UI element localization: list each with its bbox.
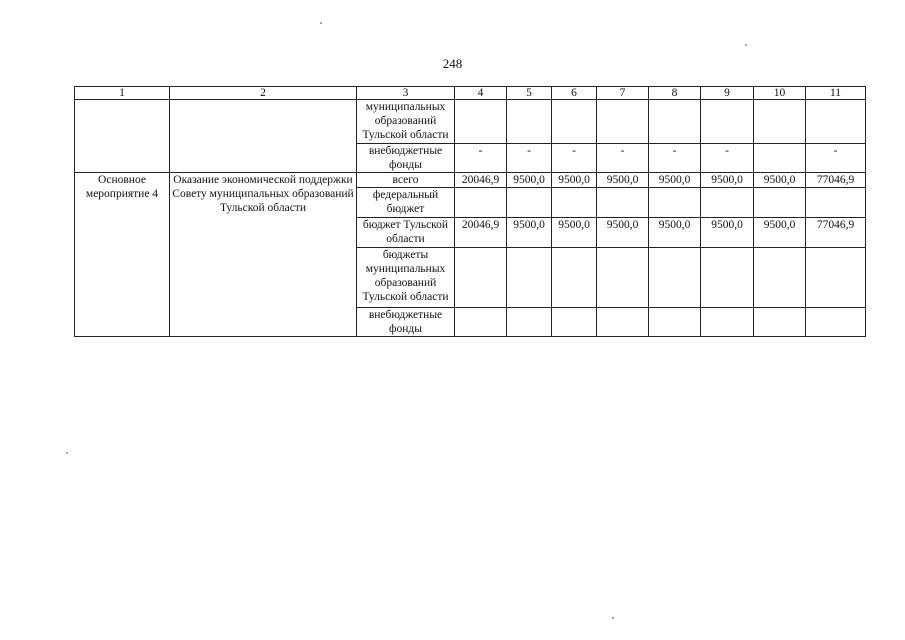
value-cell: [597, 100, 649, 144]
funding-source-cell: муниципальных образований Тульской области: [357, 100, 455, 144]
funding-source-cell: бюджеты муниципальных образований Тульской области: [357, 248, 455, 308]
activity-name-cell-empty: [75, 100, 170, 173]
funding-source-cell: бюджет Тульской области: [357, 218, 455, 248]
value-cell: [649, 100, 701, 144]
activity-name-cell: Основное мероприятие 4: [75, 173, 170, 337]
value-cell: [507, 248, 552, 308]
value-cell: [649, 188, 701, 218]
scan-speck: [612, 617, 614, 619]
value-cell: [649, 248, 701, 308]
value-cell: [455, 248, 507, 308]
col-header-9: 9: [701, 87, 754, 100]
value-cell: 20046,9: [455, 173, 507, 188]
value-cell: [649, 308, 701, 337]
scan-speck: [66, 452, 68, 454]
value-cell: [806, 248, 866, 308]
value-cell: [754, 248, 806, 308]
funding-source-cell: внебюджетные фонды: [357, 144, 455, 173]
value-cell: [455, 308, 507, 337]
scan-speck: [745, 44, 747, 46]
col-header-7: 7: [597, 87, 649, 100]
value-cell: -: [507, 144, 552, 173]
col-header-1: 1: [75, 87, 170, 100]
value-cell: [455, 188, 507, 218]
value-cell: [754, 188, 806, 218]
value-cell: [507, 308, 552, 337]
column-number-row: [75, 87, 866, 100]
value-cell: [597, 188, 649, 218]
funding-source-cell: всего: [357, 173, 455, 188]
value-cell: 9500,0: [649, 173, 701, 188]
col-header-11: 11: [806, 87, 866, 100]
value-cell: [597, 248, 649, 308]
value-cell: [806, 188, 866, 218]
value-cell: 20046,9: [455, 218, 507, 248]
scan-speck: [320, 22, 322, 24]
table-row: [75, 100, 866, 144]
value-cell: 9500,0: [754, 218, 806, 248]
value-cell: 9500,0: [597, 173, 649, 188]
col-header-6: 6: [552, 87, 597, 100]
col-header-4: 4: [455, 87, 507, 100]
col-header-10: 10: [754, 87, 806, 100]
value-cell: 77046,9: [806, 218, 866, 248]
value-cell: 9500,0: [552, 173, 597, 188]
value-cell: [552, 248, 597, 308]
col-header-8: 8: [649, 87, 701, 100]
value-cell: [701, 248, 754, 308]
value-cell: [754, 308, 806, 337]
value-cell: [701, 188, 754, 218]
value-cell: [754, 144, 806, 173]
value-cell: -: [552, 144, 597, 173]
value-cell: [806, 100, 866, 144]
value-cell: 77046,9: [806, 173, 866, 188]
value-cell: [552, 188, 597, 218]
value-cell: 9500,0: [507, 173, 552, 188]
col-header-2: 2: [170, 87, 357, 100]
activity-description-cell: Оказание экономической поддержки Совету муниципальных образований Тульской области: [170, 173, 357, 337]
col-header-5: 5: [507, 87, 552, 100]
value-cell: [806, 308, 866, 337]
value-cell: -: [806, 144, 866, 173]
budget-table: [74, 86, 866, 337]
col-header-3: 3: [357, 87, 455, 100]
value-cell: [552, 100, 597, 144]
value-cell: -: [649, 144, 701, 173]
value-cell: 9500,0: [552, 218, 597, 248]
value-cell: 9500,0: [754, 173, 806, 188]
value-cell: 9500,0: [507, 218, 552, 248]
value-cell: [701, 308, 754, 337]
value-cell: [507, 100, 552, 144]
table-row: [75, 173, 866, 188]
value-cell: -: [597, 144, 649, 173]
funding-source-cell: внебюджетные фонды: [357, 308, 455, 337]
value-cell: [455, 100, 507, 144]
activity-description-cell-empty: [170, 100, 357, 173]
value-cell: -: [701, 144, 754, 173]
value-cell: [701, 100, 754, 144]
value-cell: 9500,0: [701, 218, 754, 248]
value-cell: 9500,0: [701, 173, 754, 188]
value-cell: -: [455, 144, 507, 173]
value-cell: [507, 188, 552, 218]
value-cell: [552, 308, 597, 337]
page-number: 248: [442, 56, 463, 71]
value-cell: 9500,0: [649, 218, 701, 248]
value-cell: 9500,0: [597, 218, 649, 248]
funding-source-cell: федеральный бюджет: [357, 188, 455, 218]
value-cell: [754, 100, 806, 144]
value-cell: [597, 308, 649, 337]
